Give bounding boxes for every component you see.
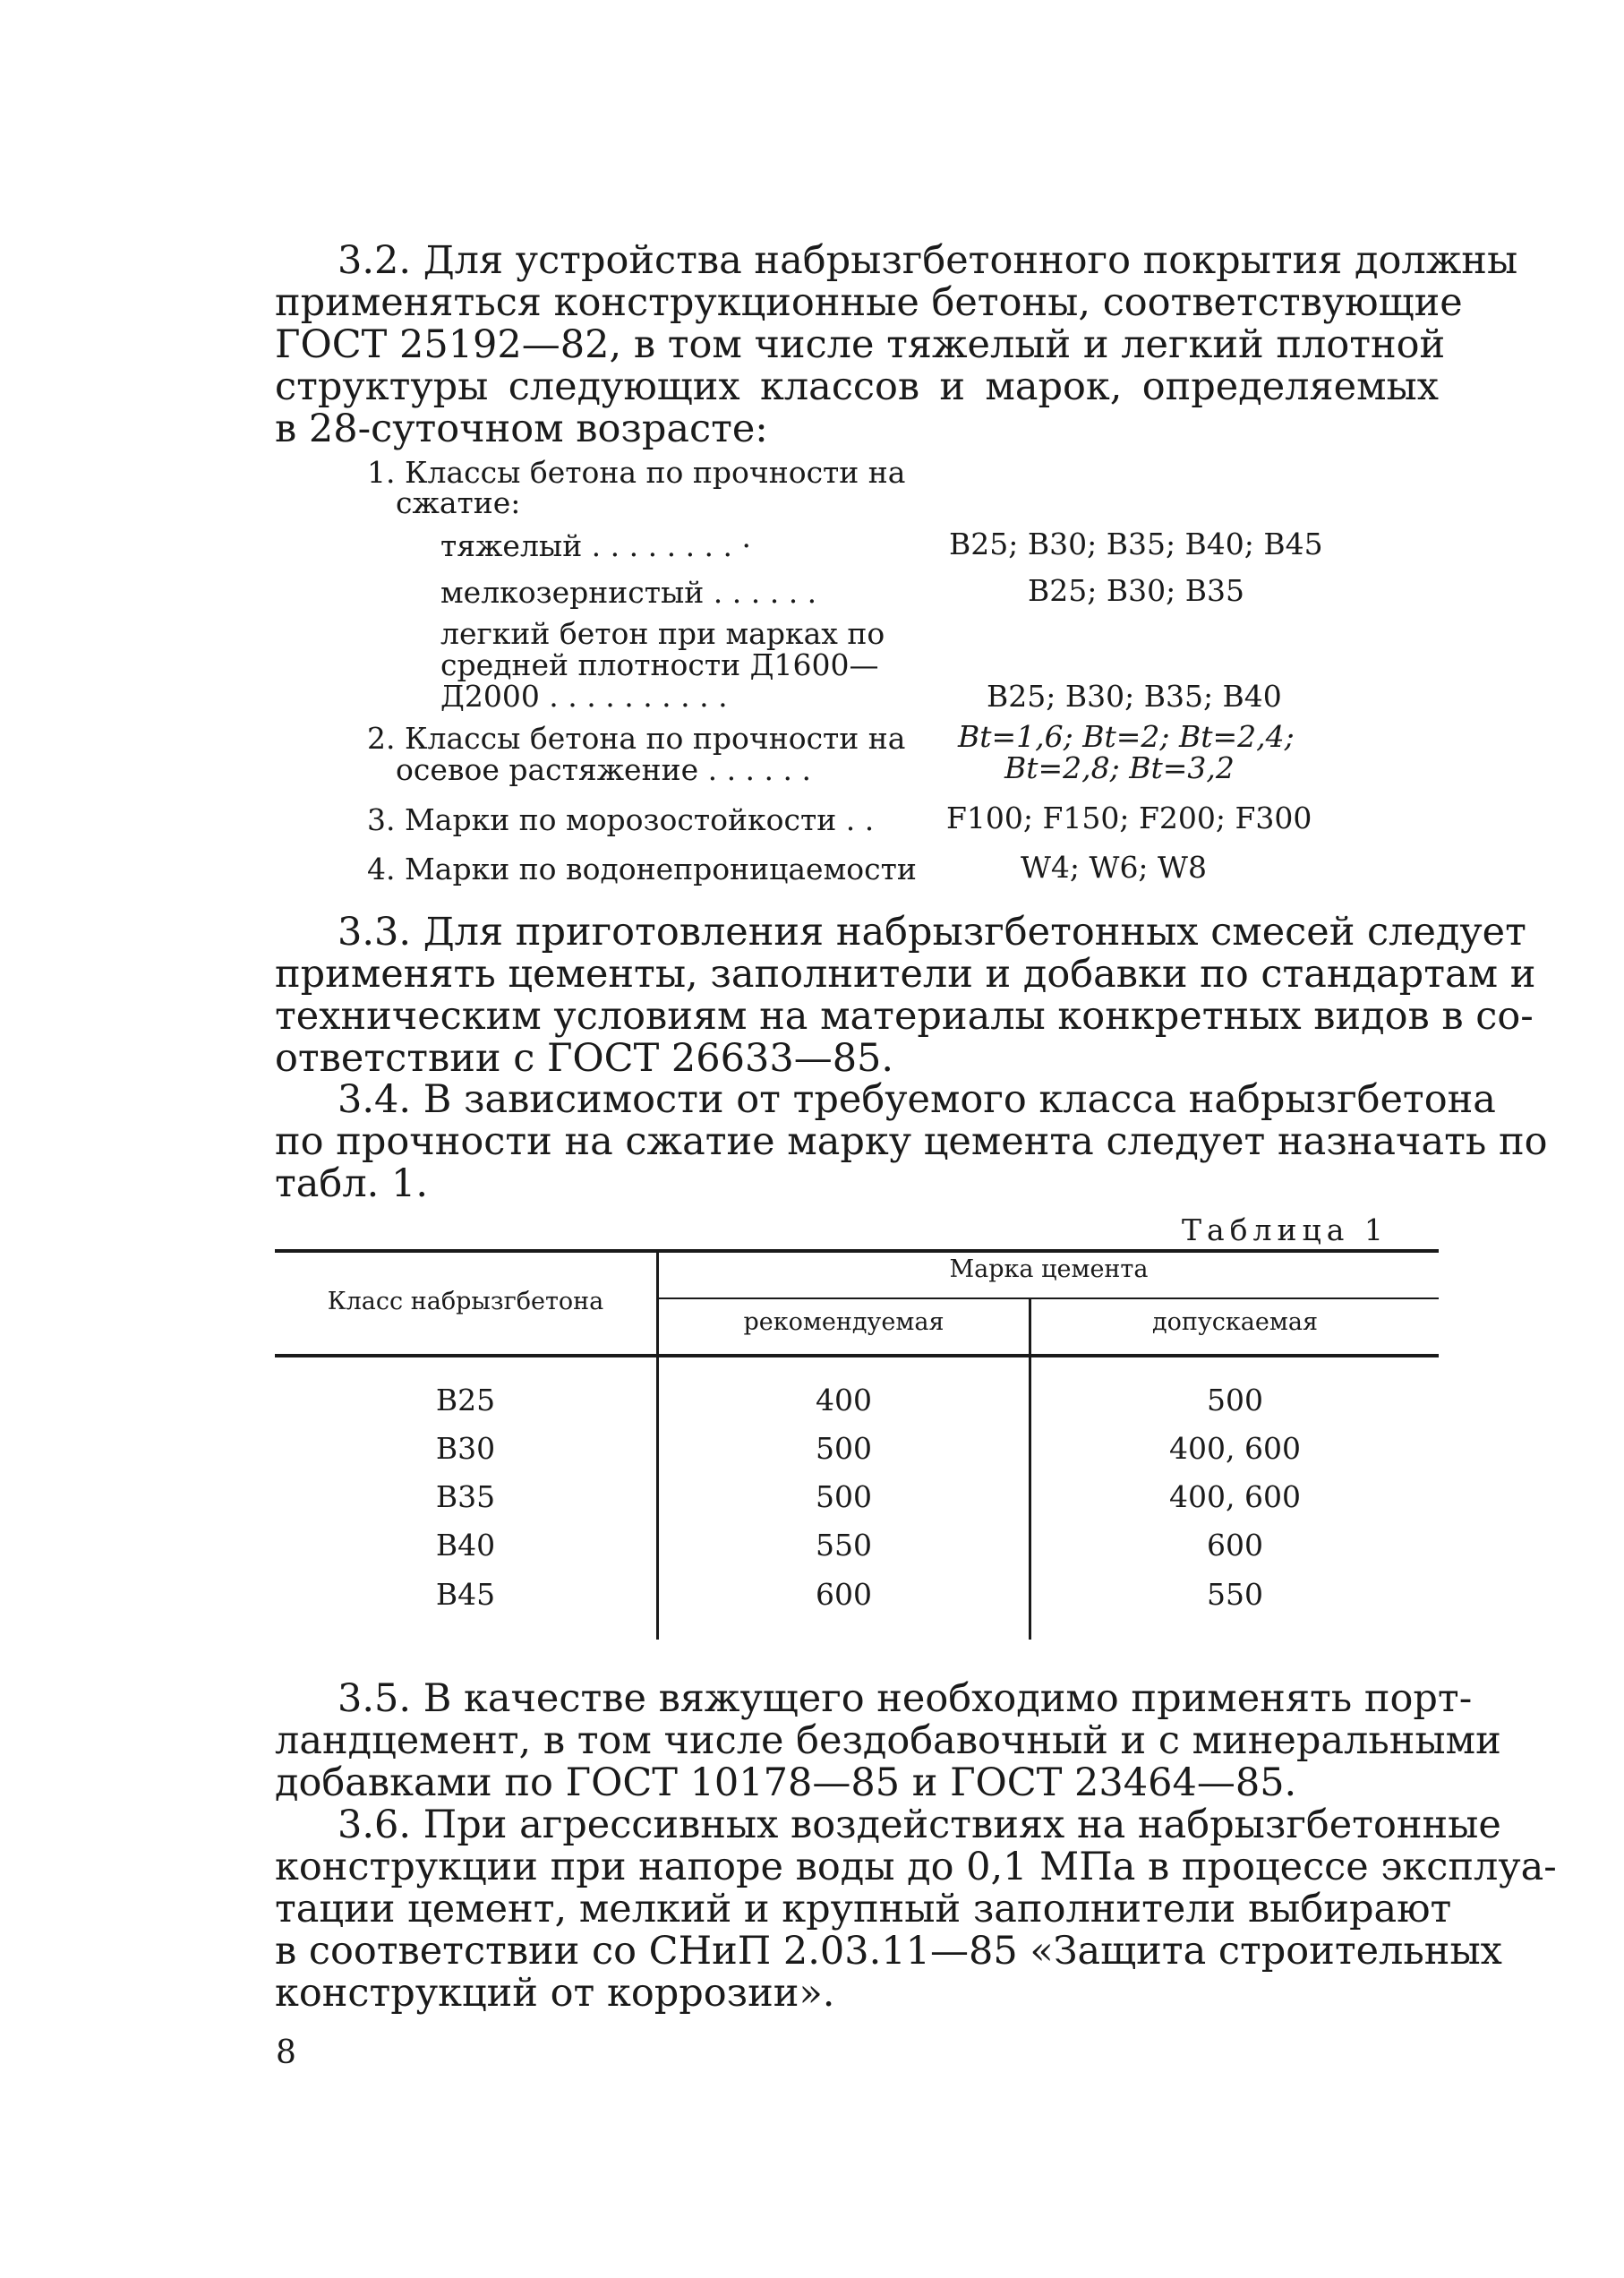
text-line: ландцемент, в том числе бездобавочный и с минеральными (275, 1718, 1501, 1763)
req-item2-line2: осевое растяжение . . . . . . (396, 752, 811, 787)
text-line: структуры следующих классов и марок, определяемых (275, 364, 1439, 409)
paragraph-3-5 (275, 1676, 1501, 1805)
header-recommended: рекомендуемая (743, 1308, 944, 1336)
req-item4-label: 4. Марки по водонепроницаемости (367, 852, 917, 886)
text-line: табл. 1. (275, 1161, 428, 1206)
req-item1-line2: сжатие: (396, 485, 521, 520)
text-line: конструкций от коррозии». (275, 1971, 835, 2016)
req-item2-value-line2: Bt=2,8; Bt=3,2 (1004, 750, 1235, 785)
req-fine-value: B25; B30; B35 (1028, 573, 1244, 608)
text-line: конструкции при напоре воды до 0,1 МПа в процессе эксплуа- (275, 1845, 1557, 1889)
text-line: применяться конструкционные бетоны, соответствующие (275, 280, 1463, 325)
text-line: в 28-суточном возрасте: (275, 407, 768, 451)
req-item1-line1: 1. Классы бетона по прочности на (367, 455, 906, 490)
page-number: 8 (276, 2034, 296, 2071)
text-line: 3.3. Для приготовления набрызгбетонных смесей следует (338, 910, 1526, 955)
req-item2-line1: 2. Классы бетона по прочности на (367, 721, 906, 756)
req-fine-label: мелкозернистый . . . . . . (440, 575, 817, 610)
text-line: добавками по ГОСТ 10178—85 и ГОСТ 23464—85. (275, 1760, 1297, 1805)
table-header-bottom-rule (275, 1354, 1439, 1357)
req-item2-value-line1: Bt=1,6; Bt=2; Bt=2,4; (958, 719, 1295, 754)
text-line: применять цементы, заполнители и добавки по стандартам и (275, 952, 1536, 997)
table-cell: 400, 600 (1169, 1479, 1301, 1514)
table-cell: 400 (816, 1383, 872, 1417)
req-item3-value: F100; F150; F200; F300 (946, 801, 1312, 835)
header-allowed: допускаемая (1152, 1308, 1318, 1336)
table-cell: 500 (1207, 1383, 1263, 1417)
text-line: техническим условиям на материалы конкретных видов в со- (275, 994, 1534, 1039)
header-cement-grade: Марка цемента (949, 1255, 1149, 1283)
req-light-line2: средней плотности Д1600— (440, 647, 879, 682)
table-cell: B45 (435, 1577, 496, 1612)
text-line: ГОСТ 25192—82, в том числе тяжелый и легкий плотной (275, 322, 1446, 367)
req-light-value: B25; B30; B35; B40 (987, 679, 1282, 714)
text-line: 3.2. Для устройства набрызгбетонного покрытия должны (338, 238, 1518, 283)
paragraph-3-4 (275, 1077, 1548, 1206)
req-item3-label: 3. Марки по морозостойкости . . (367, 802, 875, 837)
req-light-line3: Д2000 . . . . . . . . . . (440, 679, 728, 714)
table-cell: 600 (1207, 1528, 1263, 1563)
text-line: в соответствии со СНиП 2.03.11—85 «Защита строительных (275, 1929, 1502, 1974)
text-line: 3.4. В зависимости от требуемого класса набрызгбетона (338, 1077, 1496, 1122)
req-heavy-label: тяжелый . . . . . . . . · (440, 528, 751, 563)
table-subheader-rule (659, 1297, 1439, 1299)
table-cell: 500 (816, 1431, 872, 1466)
paragraph-3-2 (275, 238, 1518, 451)
table-cell: B40 (435, 1528, 496, 1563)
req-item4-value: W4; W6; W8 (1021, 850, 1207, 885)
req-heavy-value: B25; B30; B35; B40; B45 (949, 527, 1323, 561)
table-cell: 500 (816, 1479, 872, 1514)
header-class: Класс набрызгбетона (327, 1288, 604, 1315)
paragraph-3-6 (275, 1803, 1557, 2016)
table-cell: 550 (816, 1528, 872, 1563)
table-top-rule (275, 1249, 1439, 1253)
table-cell: B25 (435, 1383, 496, 1417)
table-cell: 600 (816, 1577, 872, 1612)
text-line: 3.6. При агрессивных воздействиях на набрызгбетонные (338, 1803, 1501, 1847)
text-line: 3.5. В качестве вяжущего необходимо применять порт- (338, 1676, 1473, 1721)
req-light-line1: легкий бетон при марках по (440, 616, 885, 651)
table-cell: B35 (435, 1479, 496, 1514)
text-line: ответствии с ГОСТ 26633—85. (275, 1036, 894, 1081)
table-cell: 550 (1207, 1577, 1263, 1612)
table-caption: Таблица 1 (1182, 1212, 1389, 1247)
text-line: тации цемент, мелкий и крупный заполнители выбирают (275, 1887, 1452, 1931)
paragraph-3-3 (275, 910, 1536, 1081)
text-line: по прочности на сжатие марку цемента следует назначать по (275, 1119, 1548, 1164)
table-cell: 400, 600 (1169, 1431, 1301, 1466)
table-cell: B30 (435, 1431, 496, 1466)
